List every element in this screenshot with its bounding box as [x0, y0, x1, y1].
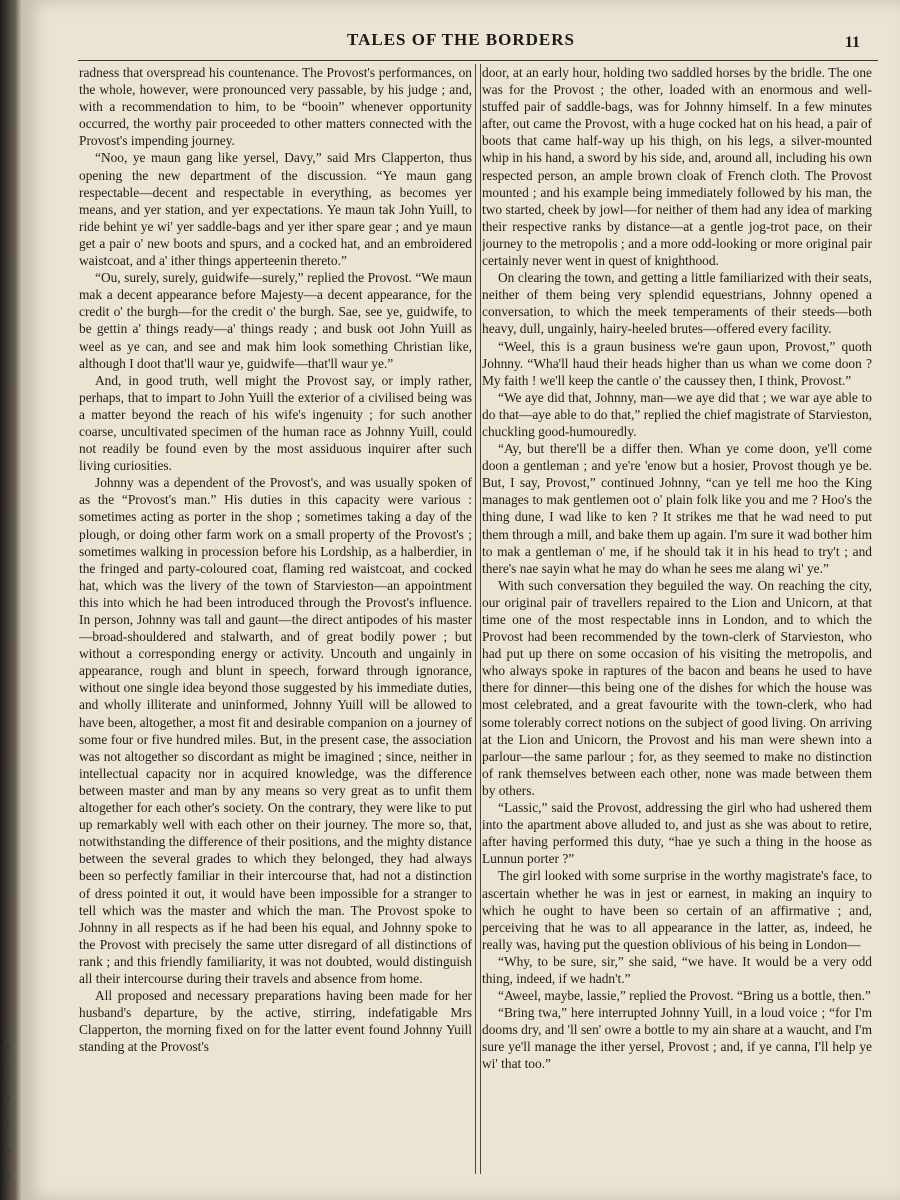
page-header [22, 30, 900, 58]
column-divider [475, 64, 481, 1174]
book-gutter [0, 0, 22, 1200]
paragraph: “We aye did that, Johnny, man—we aye did that ; we war aye able to do that—aye able to do that,” replied the chief magistrate of Starvieston, chuckling good-humouredly. [482, 389, 872, 439]
paragraph: “Why, to be sure, sir,” she said, “we have. It would be a very odd thing, indeed, if we hadn't.” [482, 953, 872, 986]
margin-mark: t [6, 1066, 10, 1078]
margin-mark: s [6, 1144, 11, 1156]
paragraph: radness that overspread his countenance. The Provost's performances, on the whole, however, were pronounced very passable, by his judge ; and, with a recommendation to him, to be “booin” whenever opportunity occurred, the worthy pair proceeded to other matters connected with the Provost's impending journey. [79, 65, 472, 149]
paragraph: The girl looked with some surprise in the worthy magistrate's face, to ascertain whether he was in jest or earnest, in making an inquiry to which he ought to have been so certain of an affirmative ; and, perceiving that he was to all appearance in the latter, as, indeed, he really was, having put the question oblivious of his being in London— [482, 868, 872, 952]
paragraph: “Ay, but there'll be a differ then. Whan ye come doon, ye'll come doon a gentleman ; and ye're 'enow but a hosier, Provost though ye be. But, I say, Provost,” continued Johnny, “can ye tell me hoo the King manages to mak gentlemen oot o' plain folk like you and me ? Hoo's the thing dune, I wad like to ken ? It strikes me that he wad need to put them through a mill, and bake them up again. I'm sure it wad bother him to mak a gentleman o' me, if he should tak it in his head to try't ; and there's nae sayin what he may do whan he sees me alang wi' ye.” [482, 441, 872, 576]
page-number: 11 [844, 34, 860, 51]
paragraph: “Lassic,” said the Provost, addressing the girl who had ushered them into the apartment above alluded to, and just as she was about to retire, after having performed this duty, “hae ye such a thing in the hoose as Lunnun porter ?” [482, 800, 872, 867]
paragraph: “Aweel, maybe, lassie,” replied the Provost. “Bring us a bottle, then.” [498, 988, 871, 1004]
margin-mark: e [6, 1170, 11, 1182]
left-column [79, 64, 472, 1174]
right-column [482, 64, 872, 1174]
header-rule [78, 60, 878, 61]
paragraph: “Noo, ye maun gang like yersel, Davy,” said Mrs Clapperton, thus opening the new department of the discussion. “Ye maun gang respectable—decent and respectable in everything, as becomes yer means, and yer station, and yer expectations. Ye maun tak John Yuill, to ride behint ye wi' yer saddle-bags and yer ither spare gear ; and ye maun get a pair o' new boots and spurs, and a cocked hat, and an embroidered waistcoat, and a' ither things apperteenin thereto.” [79, 150, 472, 269]
paragraph: “Weel, this is a graun business we're gaun upon, Provost,” quoth Johnny. “Wha'll haud their heads higher than us whan we come doon ? My faith ! we'll keep the cantle o' the caussey then, I think, Provost.” [482, 338, 872, 388]
margin-mark: e [6, 1040, 11, 1052]
margin-mark: i [6, 1118, 10, 1130]
paragraph: Johnny was a dependent of the Provost's, and was usually spoken of as the “Provost's man.” His duties in this capacity were various : sometimes acting as porter in the shop ; sometimes taking a day of the plough, or doing other farm work on a small property of the Provost's ; sometimes walking in procession before his Lordship, as a halberdier, in the fringed and party-coloured coat, flaming red waistcoat, and cocked hat, which was the livery of the town of Starvieston—an appointment this into which he had been introduced through the Provost's influence. In person, Johnny was tall and gaunt—the direct antipodes of his master—broad-shouldered and stalwarth, and of great bodily power ; but without a corresponding energy or activity. Uncouth and ungainly in appearance, rough and blunt in speech, forward through ignorance, without one single idea beyond those suggested by his immediate duties, and wholly illiterate and uninformed, Johnny Yuill will be allowed to have been, altogether, a most fit and desirable companion on a journey of some four or five hundred miles. But, in the present case, the association was not altogether so discordant as might be imagined ; since, neither in intellectual capacity nor in acquired knowledge, was the difference between master and man by any means so very great as to unfit them altogether for each other's society. On the contrary, they were like to put up remarkably well with each other on their journey. The more so, that, notwithstanding the difference of their positions, and the mighty distance between the several grades to which they belonged, they had always been so perfectly familiar in their intercourse that, had not a distinction of dress pointed it out, it would have been impossible for a stranger to tell which was the master and which the man. The Provost spoke to Johnny in all respects as if he had been his equal, and Johnny spoke to the Provost with precisely the same utter disregard of all distinctions of rank ; and this friendly familiarity, it was not doubted, would distinguish all their intercourse during their travels and absence from home. [79, 475, 472, 986]
book-page [22, 0, 900, 1200]
paragraph: And, in good truth, well might the Provost say, or imply rather, perhaps, that to impart to John Yuill the exterior of a civilised being was a matter beyond the reach of his wife's ingenuity ; for such another coarse, uncultivated specimen of the human race as Johnny Yuill, could not readily be found even by the most assiduous inquirer after such living curiosities. [79, 372, 472, 474]
paragraph: With such conversation they beguiled the way. On reaching the city, our original pair of travellers repaired to the Lion and Unicorn, at that time one of the most respectable inns in London, and to which the Provost had been recommended by the town-clerk of Starvieston, who had put up there on some occasion of his visiting the metropolis, and who always spoke in raptures of the bacon and beans he used to have there for dinner—this being one of the dishes for which the house was most celebrated, and a great favourite with the town-clerk, who had some tolerably correct notions on the subject of good living. On arriving at the Lion and Unicorn, the Provost and his man were shewn into a parlour—the same parlour ; for, as they seemed to make no distinction of rank themselves between each other, none was made between them by others. [482, 577, 872, 798]
paragraph: On clearing the town, and getting a little familiarized with their seats, neither of them being very splendid equestrians, Johnny opened a conversation, to which the meek temperaments of their steeds—both heavy, dull, ungainly, hairy-heeled brutes—offered every facility. [482, 270, 872, 337]
paragraph: door, at an early hour, holding two saddled horses by the bridle. The one was for the Provost ; the other, loaded with an enormous and well-stuffed pair of saddle-bags, was for Johnny himself. In a few minutes after, out came the Provost, with a huge cocked hat on his head, a pair of boots that came half-way up his thigh, on his legs, a silver-mounted whip in his hand, a sword by his side, and, around all, including his own respected person, an ample brown cloak of French cloth. The Provost mounted ; and his example being immediately followed by his man, the two started, cheek by jowl—for neither of them had any idea of marking their respective ranks by distance—at a gentle jog-trot pace, on their journey to the metropolis ; and a more odd-looking or more original pair certainly never went in quest of knighthood. [482, 65, 872, 269]
running-head: TALES OF THE BORDERS [347, 30, 575, 49]
paragraph: “Bring twa,” here interrupted Johnny Yuill, in a loud voice ; “for I'm dooms dry, and 'll sen' owre a bottle to my ain share at a waucht, and I'm sure ye'll manage the ither yersel, Provost ; and, if ye canna, I'll help ye wi' that too.” [482, 1005, 872, 1072]
margin-mark: s [6, 1092, 11, 1104]
paragraph: All proposed and necessary preparations having been made for her husband's departure, by the active, stirring, indefatigable Mrs Clapperton, the morning fixed on for the latter event found Johnny Yuill standing at the Provost's [79, 988, 472, 1055]
paragraph: “Ou, surely, surely, guidwife—surely,” replied the Provost. “We maun mak a decent appearance before Majesty—a decent appearance, for the credit o' the burgh—for the credit o' the burgh. Sae, see ye, guidwife, to be gettin a' things ready—a' things ready ; and busk oot John Yuill as weel as ye can, and see and mak him look something Christian like, although I doot that'll waur ye, guidwife—that'll waur ye.” [79, 270, 472, 371]
margin-marks [6, 1040, 16, 1196]
